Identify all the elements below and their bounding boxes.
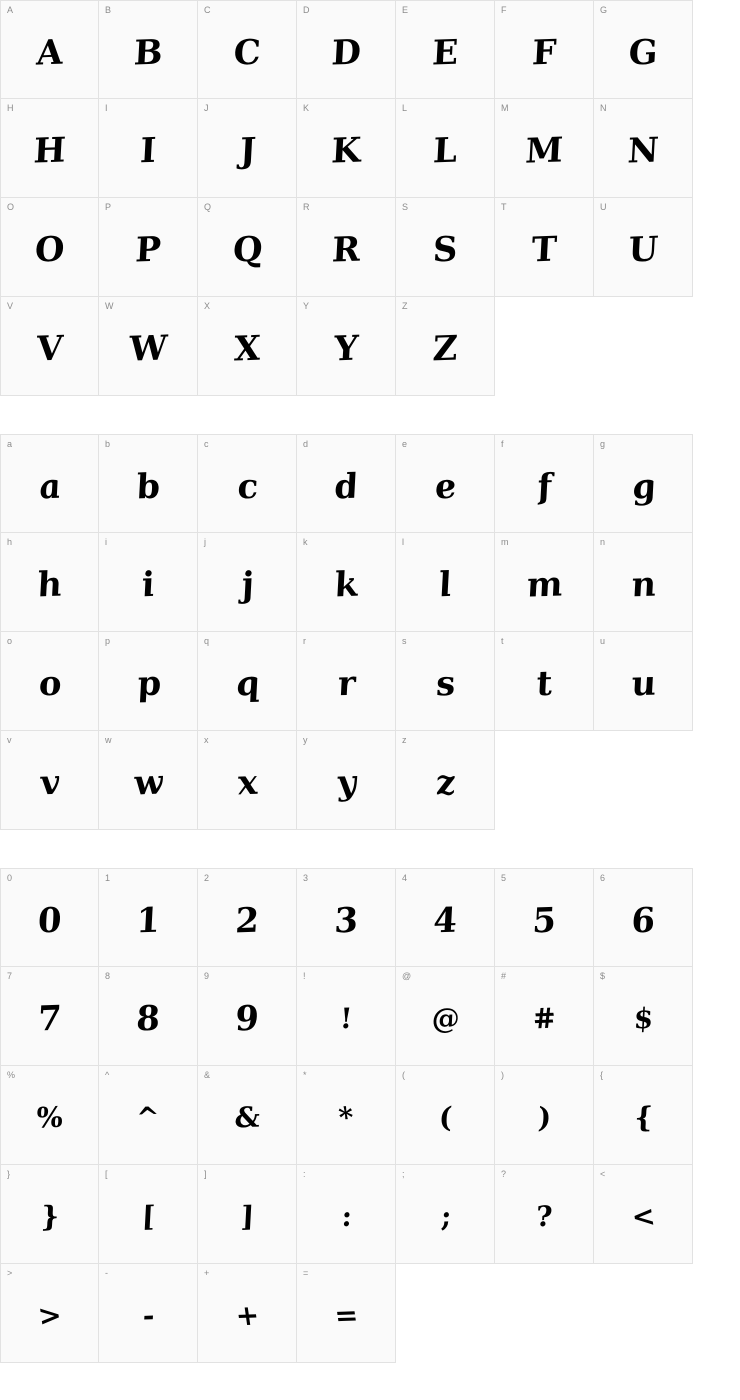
glyph-sample: ^ [134, 1100, 163, 1135]
glyph-code-label: } [7, 1169, 11, 1179]
glyph-sample: o [35, 663, 65, 705]
glyph-code-label: 2 [204, 873, 210, 883]
glyph-cell[interactable] [396, 434, 495, 533]
glyph-code-label: o [7, 636, 13, 646]
glyph-code-label: F [501, 5, 507, 15]
glyph-sample: ] [238, 1199, 257, 1234]
glyph-grid [0, 434, 740, 830]
glyph-code-label: r [303, 636, 306, 646]
glyph-code-label: : [303, 1169, 306, 1179]
glyph-sample: G [626, 32, 661, 73]
glyph-sample: E [429, 32, 462, 73]
glyph-sample: b [133, 466, 164, 507]
glyph-cell[interactable] [594, 1066, 693, 1165]
glyph-cell[interactable] [99, 297, 198, 396]
glyph-code-label: ) [501, 1070, 504, 1080]
glyph-sample: d [331, 466, 362, 507]
glyph-sample: l [436, 564, 455, 606]
glyph-sample: { [632, 1100, 655, 1135]
glyph-sample: i [139, 564, 158, 606]
glyph-code-label: ; [402, 1169, 405, 1179]
glyph-sample: } [38, 1199, 62, 1234]
glyph-code-label: - [105, 1268, 108, 1278]
glyph-code-label: Z [402, 301, 408, 311]
glyph-code-label: J [204, 103, 209, 113]
glyph-code-label: d [303, 439, 309, 449]
glyph-cell[interactable] [495, 99, 594, 198]
glyph-sample: a [36, 466, 64, 507]
glyph-sample: 4 [430, 900, 460, 941]
glyph-cell[interactable] [297, 731, 396, 830]
glyph-row [0, 632, 740, 731]
glyph-code-label: w [105, 735, 112, 745]
glyph-sample: X [231, 328, 264, 370]
glyph-row [0, 434, 740, 533]
glyph-code-label: & [204, 1070, 211, 1080]
glyph-sample: c [234, 466, 261, 507]
glyph-code-label: ] [204, 1169, 207, 1179]
glyph-code-label: [ [105, 1169, 108, 1179]
glyph-row [0, 1165, 740, 1264]
glyph-code-label: i [105, 537, 107, 547]
glyph-code-label: 6 [600, 873, 606, 883]
glyph-sample: N [625, 130, 662, 172]
glyph-sample: > [35, 1298, 64, 1333]
glyph-cell[interactable] [396, 533, 495, 632]
glyph-code-label: S [402, 202, 409, 212]
glyph-code-label: + [204, 1268, 210, 1278]
glyph-sample: ? [533, 1199, 555, 1234]
glyph-cell[interactable] [198, 731, 297, 830]
glyph-code-label: s [402, 636, 407, 646]
glyph-code-label: 8 [105, 971, 111, 981]
glyph-code-label: % [7, 1070, 16, 1080]
glyph-cell[interactable] [297, 99, 396, 198]
glyph-cell[interactable] [99, 731, 198, 830]
glyph-cell[interactable] [297, 1165, 396, 1264]
glyph-code-label: 9 [204, 971, 210, 981]
glyph-cell[interactable] [396, 868, 495, 967]
glyph-sample: k [331, 564, 361, 606]
glyph-sample: 6 [628, 900, 658, 941]
glyph-code-label: z [402, 735, 407, 745]
glyph-sample: L [430, 130, 461, 172]
glyph-code-label: c [204, 439, 209, 449]
glyph-sample: v [37, 762, 63, 804]
glyph-code-label: O [7, 202, 15, 212]
glyph-code-label: j [204, 537, 206, 547]
glyph-sample: = [332, 1298, 361, 1333]
glyph-cell[interactable] [0, 434, 99, 533]
glyph-cell-empty [495, 297, 594, 396]
glyph-code-label: K [303, 103, 310, 113]
glyph-cell-empty [495, 731, 594, 830]
glyph-grid [0, 0, 740, 396]
glyph-code-label: X [204, 301, 211, 311]
glyph-code-label: x [204, 735, 209, 745]
glyph-sample: ) [535, 1100, 554, 1135]
glyph-sample: U [625, 229, 661, 271]
glyph-code-label: l [402, 537, 404, 547]
glyph-cell-empty [495, 1264, 594, 1363]
glyph-sample: $ [631, 1001, 656, 1036]
glyph-sample: 1 [133, 900, 163, 941]
glyph-row [0, 1264, 740, 1363]
glyph-cell[interactable] [198, 632, 297, 731]
glyph-cell[interactable] [297, 868, 396, 967]
glyph-cell[interactable] [297, 1264, 396, 1363]
glyph-cell[interactable] [396, 198, 495, 297]
glyph-cell[interactable] [0, 1165, 99, 1264]
glyph-cell[interactable] [594, 99, 693, 198]
glyph-cell[interactable] [198, 99, 297, 198]
glyph-code-label: V [7, 301, 14, 311]
glyph-cell[interactable] [396, 1066, 495, 1165]
glyph-sample: M [522, 130, 566, 172]
glyph-cell[interactable] [198, 1066, 297, 1165]
glyph-sample: W [126, 328, 171, 370]
glyph-cell[interactable] [0, 533, 99, 632]
glyph-block-uppercase [0, 0, 740, 396]
glyph-code-label: ^ [105, 1070, 110, 1080]
glyph-code-label: a [7, 439, 13, 449]
glyph-cell[interactable] [0, 0, 99, 99]
glyph-cell[interactable] [297, 198, 396, 297]
glyph-row [0, 297, 740, 396]
glyph-code-label: # [501, 971, 507, 981]
glyph-cell[interactable] [594, 1165, 693, 1264]
glyph-cell[interactable] [198, 0, 297, 99]
glyph-cell-empty [594, 297, 693, 396]
bottom-spacer [0, 1363, 740, 1381]
glyph-sample: h [34, 564, 66, 606]
glyph-sample: g [628, 466, 659, 507]
glyph-cell[interactable] [99, 868, 198, 967]
glyph-code-label: 3 [303, 873, 309, 883]
glyph-cell[interactable] [594, 632, 693, 731]
glyph-cell[interactable] [594, 198, 693, 297]
glyph-sample: + [233, 1298, 262, 1333]
glyph-sample: # [530, 1001, 559, 1036]
glyph-sample: K [328, 130, 364, 172]
glyph-sample: I [137, 130, 160, 172]
glyph-cell[interactable] [495, 1165, 594, 1264]
glyph-code-label: n [600, 537, 606, 547]
glyph-code-label: H [7, 103, 14, 113]
glyph-sample: & [232, 1100, 263, 1135]
glyph-sample: @ [429, 1001, 462, 1036]
glyph-cell[interactable] [495, 1066, 594, 1165]
glyph-sample: m [523, 564, 566, 606]
glyph-cell[interactable] [297, 1066, 396, 1165]
glyph-sample: F [529, 32, 560, 73]
glyph-sample: Q [229, 229, 265, 271]
glyph-sample: x [234, 762, 261, 804]
glyph-code-label: ( [402, 1070, 405, 1080]
glyph-cell[interactable] [396, 731, 495, 830]
glyph-sample: e [431, 466, 459, 507]
glyph-code-label: f [501, 439, 504, 449]
glyph-code-label: Q [204, 202, 212, 212]
glyph-row [0, 731, 740, 830]
glyph-sample: s [433, 663, 458, 705]
glyph-sample: ; [437, 1199, 453, 1234]
glyph-sample: z [433, 762, 458, 804]
glyph-code-label: 4 [402, 873, 408, 883]
glyph-sample: % [34, 1100, 66, 1135]
glyph-cell-empty [396, 1264, 495, 1363]
glyph-cell[interactable] [99, 632, 198, 731]
glyph-code-label: h [7, 537, 13, 547]
glyph-cell[interactable] [99, 1066, 198, 1165]
glyph-sample: < [629, 1199, 658, 1234]
glyph-sample: j [238, 564, 257, 606]
glyph-cell[interactable] [594, 868, 693, 967]
glyph-code-label: C [204, 5, 211, 15]
glyph-row [0, 967, 740, 1066]
glyph-row [0, 1066, 740, 1165]
glyph-code-label: > [7, 1268, 13, 1278]
glyph-code-label: T [501, 202, 507, 212]
glyph-code-label: R [303, 202, 310, 212]
glyph-cell[interactable] [594, 434, 693, 533]
glyph-code-label: G [600, 5, 608, 15]
glyph-sample: A [33, 32, 66, 73]
glyph-code-label: M [501, 103, 509, 113]
glyph-sample: 2 [232, 900, 262, 941]
glyph-cell[interactable] [297, 297, 396, 396]
glyph-cell[interactable] [198, 1264, 297, 1363]
glyph-cell[interactable] [99, 1264, 198, 1363]
glyph-cell[interactable] [396, 967, 495, 1066]
glyph-cell[interactable] [495, 967, 594, 1066]
glyph-sample: S [430, 229, 461, 271]
glyph-code-label: b [105, 439, 111, 449]
glyph-sample: J [236, 130, 259, 172]
glyph-sample: 3 [331, 900, 361, 941]
glyph-cell[interactable] [495, 533, 594, 632]
glyph-code-label: B [105, 5, 112, 15]
glyph-sample: n [628, 564, 659, 606]
glyph-code-label: D [303, 5, 310, 15]
glyph-cell[interactable] [198, 1165, 297, 1264]
glyph-cell[interactable] [594, 533, 693, 632]
glyph-code-label: W [105, 301, 114, 311]
glyph-sample: : [338, 1199, 354, 1234]
glyph-sample: C [231, 32, 264, 73]
glyph-cell[interactable] [396, 99, 495, 198]
glyph-row [0, 0, 740, 99]
glyph-sample: * [336, 1100, 356, 1135]
glyph-code-label: U [600, 202, 607, 212]
glyph-row [0, 198, 740, 297]
glyph-sample: [ [139, 1199, 158, 1234]
glyph-code-label: t [501, 636, 504, 646]
glyph-code-label: 1 [105, 873, 111, 883]
glyph-cell-empty [594, 731, 693, 830]
glyph-sample: u [628, 663, 659, 705]
glyph-cell[interactable] [297, 632, 396, 731]
glyph-code-label: { [600, 1070, 604, 1080]
glyph-code-label: 7 [7, 971, 13, 981]
glyph-cell[interactable] [0, 297, 99, 396]
glyph-sample: f [534, 466, 555, 507]
glyph-code-label: v [7, 735, 12, 745]
glyph-cell[interactable] [0, 632, 99, 731]
glyph-sample: p [133, 663, 164, 705]
glyph-cell[interactable] [495, 0, 594, 99]
glyph-cell[interactable] [0, 1264, 99, 1363]
glyph-cell[interactable] [495, 198, 594, 297]
glyph-grid [0, 868, 740, 1363]
glyph-cell[interactable] [99, 967, 198, 1066]
glyph-code-label: e [402, 439, 408, 449]
glyph-sample: O [32, 229, 68, 271]
glyph-cell[interactable] [396, 0, 495, 99]
glyph-code-label: q [204, 636, 210, 646]
glyph-sample: T [529, 229, 560, 271]
glyph-cell[interactable] [99, 434, 198, 533]
glyph-cell[interactable] [594, 967, 693, 1066]
glyph-row [0, 868, 740, 967]
glyph-sample: D [328, 31, 364, 74]
glyph-sample: Z [430, 328, 461, 370]
glyph-sample: V [33, 328, 66, 370]
glyph-code-label: u [600, 636, 606, 646]
glyph-code-label: @ [402, 971, 412, 981]
glyph-code-label: 5 [501, 873, 507, 883]
glyph-code-label: $ [600, 971, 606, 981]
glyph-sample: r [334, 663, 359, 705]
glyph-cell[interactable] [99, 0, 198, 99]
glyph-sample: 5 [529, 900, 559, 941]
glyph-code-label: L [402, 103, 408, 113]
glyph-cell[interactable] [198, 967, 297, 1066]
glyph-cell[interactable] [396, 297, 495, 396]
glyph-cell[interactable] [495, 434, 594, 533]
glyph-sample: 9 [232, 998, 262, 1040]
glyph-sample: 8 [133, 998, 163, 1040]
glyph-sample: P [132, 229, 164, 271]
glyph-cell[interactable] [396, 632, 495, 731]
glyph-sample: w [131, 762, 166, 804]
glyph-code-label: * [303, 1070, 307, 1080]
glyph-code-label: m [501, 537, 509, 547]
glyph-sample: R [329, 229, 364, 271]
glyph-code-label: y [303, 735, 308, 745]
glyph-code-label: k [303, 537, 308, 547]
glyph-code-label: 0 [7, 873, 13, 883]
glyph-code-label: N [600, 103, 607, 113]
glyph-cell[interactable] [99, 198, 198, 297]
glyph-cell[interactable] [198, 533, 297, 632]
glyph-cell[interactable] [495, 868, 594, 967]
glyph-cell[interactable] [0, 967, 99, 1066]
glyph-code-label: ? [501, 1169, 507, 1179]
glyph-cell[interactable] [297, 0, 396, 99]
glyph-code-label: < [600, 1169, 606, 1179]
glyph-sample: H [31, 130, 69, 172]
glyph-code-label: I [105, 103, 108, 113]
glyph-sample: q [232, 663, 263, 705]
glyph-code-label: A [7, 5, 14, 15]
glyph-sample: ( [436, 1100, 455, 1135]
glyph-block-digits-and-symbols [0, 868, 740, 1363]
glyph-code-label: E [402, 5, 409, 15]
glyph-sample: y [333, 762, 360, 804]
glyph-sample: t [533, 663, 556, 705]
glyph-cell[interactable] [99, 533, 198, 632]
glyph-row [0, 99, 740, 198]
glyph-code-label: P [105, 202, 112, 212]
glyph-sample: ! [337, 1001, 355, 1036]
glyph-sample: 7 [35, 998, 65, 1040]
glyph-cell[interactable] [0, 1066, 99, 1165]
glyph-cell[interactable] [198, 434, 297, 533]
glyph-cell[interactable] [0, 198, 99, 297]
glyph-cell[interactable] [0, 731, 99, 830]
glyph-cell[interactable] [198, 868, 297, 967]
glyph-cell[interactable] [99, 99, 198, 198]
glyph-cell[interactable] [297, 434, 396, 533]
glyph-cell[interactable] [198, 297, 297, 396]
glyph-cell[interactable] [297, 533, 396, 632]
glyph-cell[interactable] [495, 632, 594, 731]
glyph-block-lowercase [0, 434, 740, 830]
glyph-sample: 0 [35, 900, 65, 941]
glyph-cell[interactable] [297, 967, 396, 1066]
glyph-cell-empty [594, 1264, 693, 1363]
glyph-cell[interactable] [0, 99, 99, 198]
glyph-cell[interactable] [396, 1165, 495, 1264]
glyph-cell[interactable] [99, 1165, 198, 1264]
block-separator [0, 396, 740, 434]
glyph-sample: B [131, 32, 166, 73]
glyph-cell[interactable] [198, 198, 297, 297]
glyph-code-label: g [600, 439, 606, 449]
glyph-row [0, 533, 740, 632]
glyph-code-label: ! [303, 971, 306, 981]
glyph-cell[interactable] [0, 868, 99, 967]
block-separator [0, 830, 740, 868]
glyph-code-label: Y [303, 301, 310, 311]
glyph-sample: - [140, 1298, 157, 1333]
glyph-cell[interactable] [594, 0, 693, 99]
glyph-sample: Y [331, 328, 362, 370]
glyph-code-label: p [105, 636, 111, 646]
glyph-code-label: = [303, 1268, 309, 1278]
